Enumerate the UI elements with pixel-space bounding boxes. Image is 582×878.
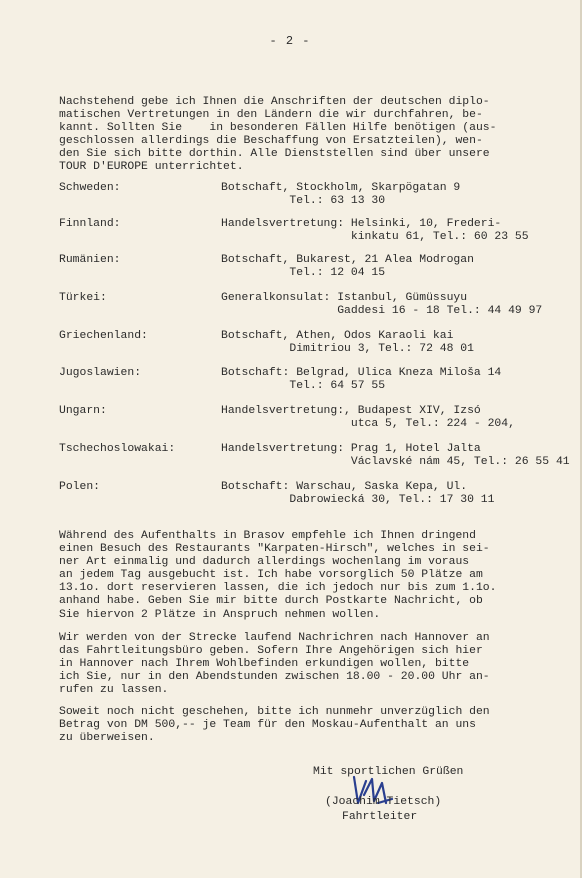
country-label: Schweden:	[59, 182, 121, 194]
brasov-paragraph: Während des Aufenthalts in Brasov empfehle ich Ihnen dringend einen Besuch des Restaurants "Karpaten-Hirsch", welches in sei- ner Art einmalig und dadurch allerdings wochenlang im voraus an jedem Tag ausgebucht ist. Ich habe vorsorglich 50 Plätze am 13.1o. dort reservieren lassen, die ich jedoch nur bis zum 1.1o. anhand habe. Geben Sie mir bitte durch Postkarte Nachricht, ob Sie hiervon 2 Plätze in Anspruch nehmen wollen.	[59, 530, 497, 621]
country-label: Finnland:	[59, 218, 121, 230]
embassy-address: Botschaft: Warschau, Saska Kepa, Ul. Dabrowiecká 30, Tel.: 17 30 11	[221, 481, 495, 507]
embassy-address: Handelsvertretung: Helsinki, 10, Frederi- kinkatu 61, Tel.: 60 23 55	[221, 218, 529, 244]
signer-role: Fahrtleiter	[342, 811, 418, 823]
embassy-address: Handelsvertretung:, Budapest XIV, Izsó utca 5, Tel.: 224 - 204,	[221, 405, 515, 431]
embassy-address: Botschaft, Athen, Odos Karaoli kai Dimitriou 3, Tel.: 72 48 01	[221, 330, 474, 356]
country-label: Ungarn:	[59, 405, 107, 417]
country-label: Griechenland:	[59, 330, 148, 342]
hannover-paragraph: Wir werden von der Strecke laufend Nachrichren nach Hannover an das Fahrtleitungsbüro geben. Sofern Ihre Angehörigen sich hier in Hannover nach Ihrem Wohlbefinden erkundigen wollen, bitte ich Sie, nur in den Abendstunden zwischen 18.00 - 20.00 Uhr an- rufen zu lassen.	[59, 632, 490, 697]
country-label: Jugoslawien:	[59, 367, 142, 379]
page-number: - 2 -	[269, 34, 311, 48]
payment-paragraph: Soweit noch nicht geschehen, bitte ich nunmehr unverzüglich den Betrag von DM 500,-- je Team für den Moskau-Aufenthalt an uns zu überweisen.	[59, 706, 490, 745]
country-label: Rumänien:	[59, 254, 121, 266]
embassy-address: Handelsvertretung: Prag 1, Hotel Jalta Václavské nám 45, Tel.: 26 55 41	[221, 443, 570, 469]
closing-greeting: Mit sportlichen Grüßen	[313, 766, 464, 778]
country-label: Türkei:	[59, 292, 107, 304]
embassy-address: Generalkonsulat: Istanbul, Gümüssuyu Gaddesi 16 - 18 Tel.: 44 49 97	[221, 292, 543, 318]
country-label: Tschechoslowakai:	[59, 443, 176, 455]
intro-paragraph: Nachstehend gebe ich Ihnen die Anschriften der deutschen diplo- matischen Vertretungen in den Ländern die wir durchfahren, be- kannt. Sollten Sie in besonderen Fällen Hilfe benötigen (aus- geschlossen allerdings die Beschaffung von Ersatzteilen), wen- den Sie sich bitte dorthin. Alle Dienststellen sind über unsere TOUR D'EUROPE unterrichtet.	[59, 96, 497, 174]
signer-name: (Joachim Tietsch)	[325, 796, 442, 808]
embassy-address: Botschaft: Belgrad, Ulica Kneza Miloša 14 Tel.: 64 57 55	[221, 367, 502, 393]
embassy-address: Botschaft, Bukarest, 21 Alea Modrogan Tel.: 12 04 15	[221, 254, 474, 280]
embassy-address: Botschaft, Stockholm, Skarpögatan 9 Tel.: 63 13 30	[221, 182, 461, 208]
country-label: Polen:	[59, 481, 101, 493]
